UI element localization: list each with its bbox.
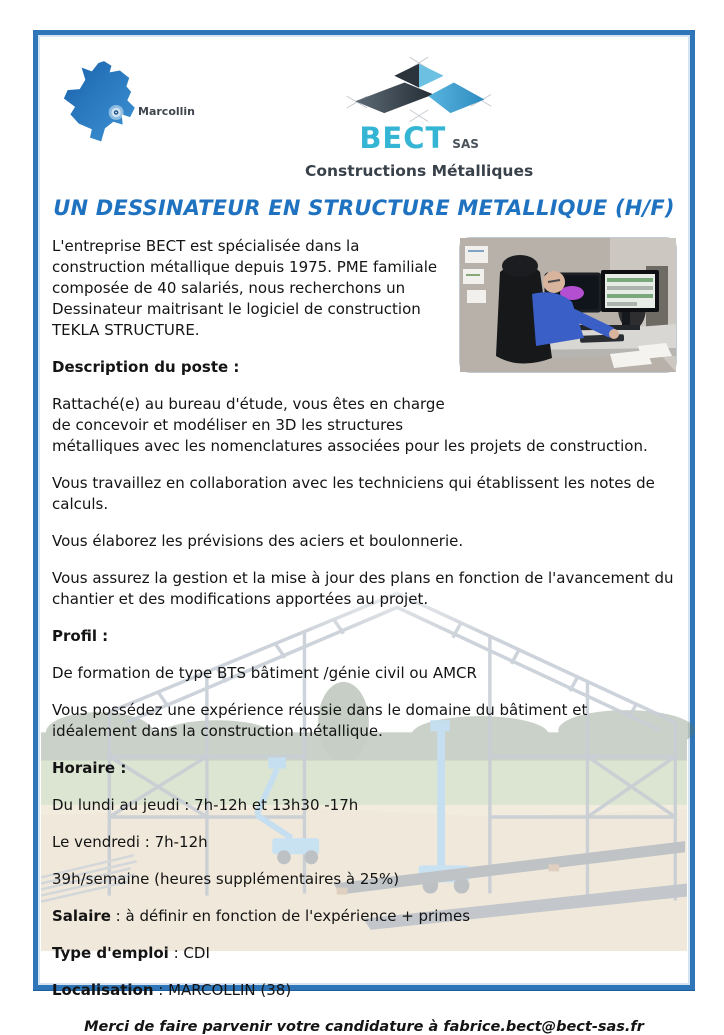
salaire-line [52, 906, 676, 927]
flyer-header [46, 57, 682, 180]
description-heading: Description du poste : [52, 358, 240, 376]
horaire-heading: Horaire : [52, 759, 127, 777]
bect-logo [305, 57, 533, 180]
job-description-body [46, 236, 682, 1017]
bect-logo-diamonds-icon [344, 57, 494, 125]
horaire-paragraph-2: Le vendredi : 7h-12h [52, 833, 208, 851]
france-map-shape [62, 57, 146, 153]
description-paragraph-1: Rattaché(e) au bureau d'étude, vous êtes en charge de concevoir et modéliser en 3D les structures métalliques avec les nomenclatures associées pour les projets de construction. [52, 395, 648, 455]
job-title: UN DESSINATEUR EN STRUCTURE METALLIQUE (H/F) [53, 196, 675, 220]
location-marker-icon [109, 105, 124, 120]
salaire-value: : à définir en fonction de l'expérience + primes [110, 907, 471, 925]
description-paragraph-4: Vous assurez la gestion et la mise à jour des plans en fonction de l'avancement du chantier et des modifications apportées au projet. [52, 569, 674, 608]
intro-paragraph: L'entreprise BECT est spécialisée dans la construction métallique depuis 1975. PME familiale composée de 40 salariés, nous recherchons un Dessinateur maitrisant le logiciel de construction TEKLA STRUCTURE. [52, 237, 438, 339]
profil-paragraph-1: De formation de type BTS bâtiment /génie civil ou AMCR [52, 664, 477, 682]
flyer-content [38, 35, 690, 1035]
profil-heading: Profil : [52, 627, 109, 645]
salaire-label: Salaire [52, 907, 111, 925]
map-location-label: Marcollin [138, 105, 196, 118]
logo-brand-text: BECT [359, 121, 447, 155]
description-paragraph-3: Vous élaborez les prévisions des aciers et boulonnerie. [52, 532, 464, 550]
office-photo-illustration [460, 238, 676, 372]
application-contact-line: Merci de faire parvenir votre candidature à fabrice.bect@bect-sas.fr [84, 1019, 644, 1035]
localisation-line [52, 980, 676, 1001]
type-emploi-value: : CDI [168, 944, 210, 962]
flyer-border-frame [33, 30, 695, 1035]
france-map [62, 57, 247, 157]
horaire-paragraph-1: Du lundi au jeudi : 7h-12h et 13h30 -17h [52, 796, 359, 814]
office-photo [460, 238, 676, 372]
description-paragraph-2: Vous travaillez en collaboration avec les techniciens qui établissent les notes de calculs. [52, 474, 655, 513]
horaire-paragraph-3: 39h/semaine (heures supplémentaires à 25%) [52, 870, 400, 888]
logo-wordmark [305, 123, 533, 159]
logo-tagline: Constructions Métalliques [305, 162, 534, 180]
profil-paragraph-2: Vous possédez une expérience réussie dans le domaine du bâtiment et idéalement dans la construction métallique. [52, 701, 588, 740]
localisation-label: Localisation [52, 981, 154, 999]
logo-suffix-text: SAS [452, 137, 479, 151]
type-emploi-line [52, 943, 676, 964]
type-emploi-label: Type d'emploi [52, 944, 169, 962]
localisation-value: : MARCOLLIN (38) [153, 981, 292, 999]
